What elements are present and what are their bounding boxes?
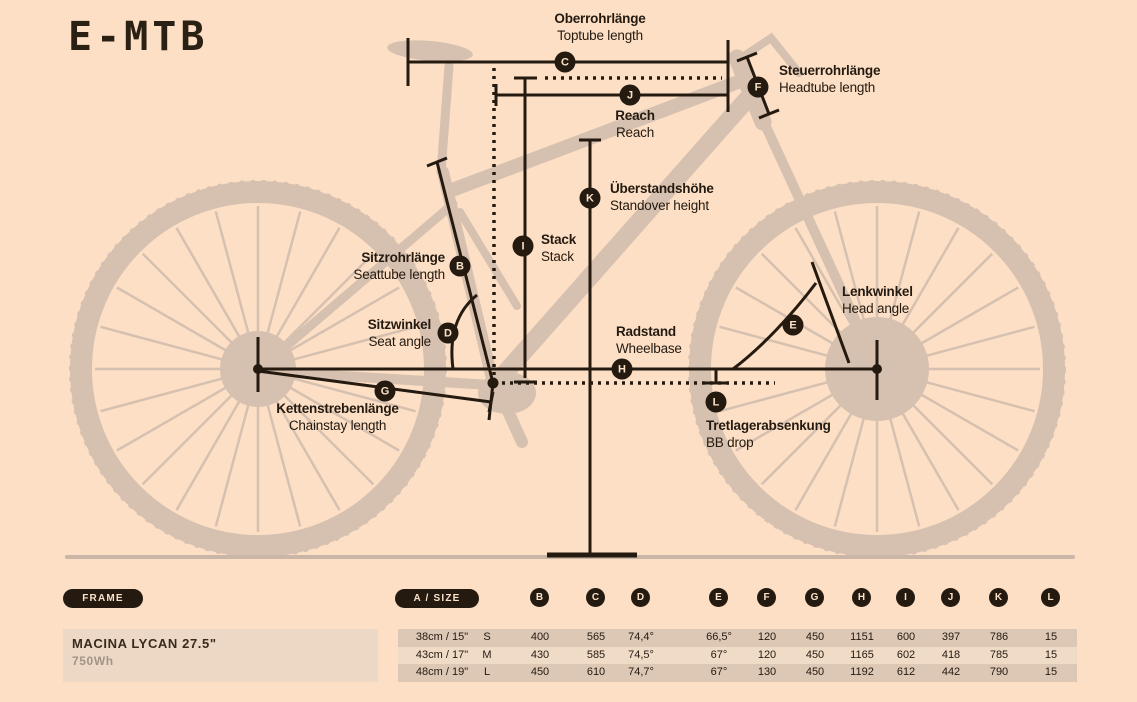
cell-j: 442 bbox=[941, 666, 961, 679]
cell-f: 120 bbox=[757, 648, 777, 661]
col-header-i: I bbox=[896, 588, 915, 607]
cell-c: 585 bbox=[586, 648, 606, 661]
size-header-pill: A / SIZE bbox=[395, 589, 479, 608]
cell-k: 786 bbox=[989, 631, 1009, 643]
col-header-h: H bbox=[852, 588, 871, 607]
cell-b: 430 bbox=[530, 648, 550, 661]
cell-j: 397 bbox=[941, 631, 961, 643]
label-seat-angle: Sitzwinkel Seat angle bbox=[367, 317, 431, 349]
label-wheelbase: Radstand Wheelbase bbox=[616, 324, 682, 356]
col-header-c: C bbox=[586, 588, 605, 607]
cell-e: 66,5° bbox=[706, 631, 732, 643]
page-title: E-MTB bbox=[68, 14, 209, 60]
col-header-k: K bbox=[989, 588, 1008, 607]
col-header-j: J bbox=[941, 588, 960, 607]
col-header-l: L bbox=[1041, 588, 1060, 607]
size-code: L bbox=[483, 666, 491, 679]
cell-e: 67° bbox=[710, 648, 728, 661]
cell-l: 15 bbox=[1044, 648, 1058, 661]
cell-h: 1151 bbox=[850, 631, 874, 643]
cell-h: 1165 bbox=[850, 648, 874, 661]
cell-i: 612 bbox=[896, 666, 916, 679]
marker-j: J bbox=[620, 85, 641, 106]
col-header-d: D bbox=[631, 588, 650, 607]
size-cell: 38cm / 15" bbox=[415, 631, 469, 643]
col-header-e: E bbox=[709, 588, 728, 607]
cell-g: 450 bbox=[805, 666, 825, 679]
table-row-m bbox=[398, 647, 1077, 665]
col-header-f: F bbox=[757, 588, 776, 607]
cell-l: 15 bbox=[1044, 631, 1058, 643]
cell-g: 450 bbox=[805, 648, 825, 661]
col-header-g: G bbox=[805, 588, 824, 607]
model-cell bbox=[63, 629, 378, 682]
cell-d: 74,4° bbox=[628, 631, 654, 643]
cell-j: 418 bbox=[941, 648, 961, 661]
geometry-table bbox=[398, 629, 1077, 682]
cell-c: 565 bbox=[586, 631, 606, 643]
marker-f: F bbox=[748, 77, 769, 98]
cell-h: 1192 bbox=[850, 666, 874, 679]
marker-d: D bbox=[438, 323, 459, 344]
marker-c: C bbox=[555, 52, 576, 73]
marker-e: E bbox=[783, 315, 804, 336]
marker-i: I bbox=[513, 236, 534, 257]
label-standover: Überstandshöhe Standover height bbox=[610, 181, 714, 213]
cell-d: 74,7° bbox=[628, 666, 654, 679]
col-header-b: B bbox=[530, 588, 549, 607]
cell-g: 450 bbox=[805, 631, 825, 643]
label-head-angle: Lenkwinkel Head angle bbox=[842, 284, 913, 316]
model-name: MACINA LYCAN 27.5" bbox=[72, 636, 217, 651]
cell-d: 74,5° bbox=[628, 648, 654, 661]
label-bb-drop: Tretlagerabsenkung BB drop bbox=[706, 418, 831, 450]
label-toptube: Oberrohrlänge Toptube length bbox=[554, 11, 646, 43]
cell-k: 785 bbox=[989, 648, 1009, 661]
marker-h: H bbox=[612, 359, 633, 380]
cell-i: 600 bbox=[896, 631, 916, 643]
marker-k: K bbox=[580, 188, 601, 209]
label-chainstay: Kettenstrebenlänge Chainstay length bbox=[276, 401, 399, 433]
marker-g: G bbox=[375, 381, 396, 402]
cell-f: 130 bbox=[757, 666, 777, 679]
size-code: M bbox=[482, 648, 492, 661]
cell-b: 400 bbox=[530, 631, 550, 643]
label-reach: Reach Reach bbox=[615, 108, 655, 140]
cell-i: 602 bbox=[896, 648, 916, 661]
size-code: S bbox=[483, 631, 491, 643]
cell-c: 610 bbox=[586, 666, 606, 679]
marker-l: L bbox=[706, 392, 727, 413]
size-cell: 43cm / 17" bbox=[415, 648, 469, 661]
marker-b: B bbox=[450, 256, 471, 277]
label-seattube: Sitzrohrlänge Seattube length bbox=[353, 250, 445, 282]
cell-l: 15 bbox=[1044, 666, 1058, 679]
label-stack: Stack Stack bbox=[541, 232, 577, 264]
frame-header-pill: FRAME bbox=[63, 589, 143, 608]
size-cell: 48cm / 19" bbox=[415, 666, 469, 679]
cell-b: 450 bbox=[530, 666, 550, 679]
cell-f: 120 bbox=[757, 631, 777, 643]
label-headtube: Steuerrohrlänge Headtube length bbox=[779, 63, 881, 95]
table-row-l bbox=[398, 664, 1077, 682]
model-battery: 750Wh bbox=[72, 654, 114, 668]
table-row-s bbox=[398, 629, 1077, 647]
cell-k: 790 bbox=[989, 666, 1009, 679]
cell-e: 67° bbox=[710, 666, 728, 679]
